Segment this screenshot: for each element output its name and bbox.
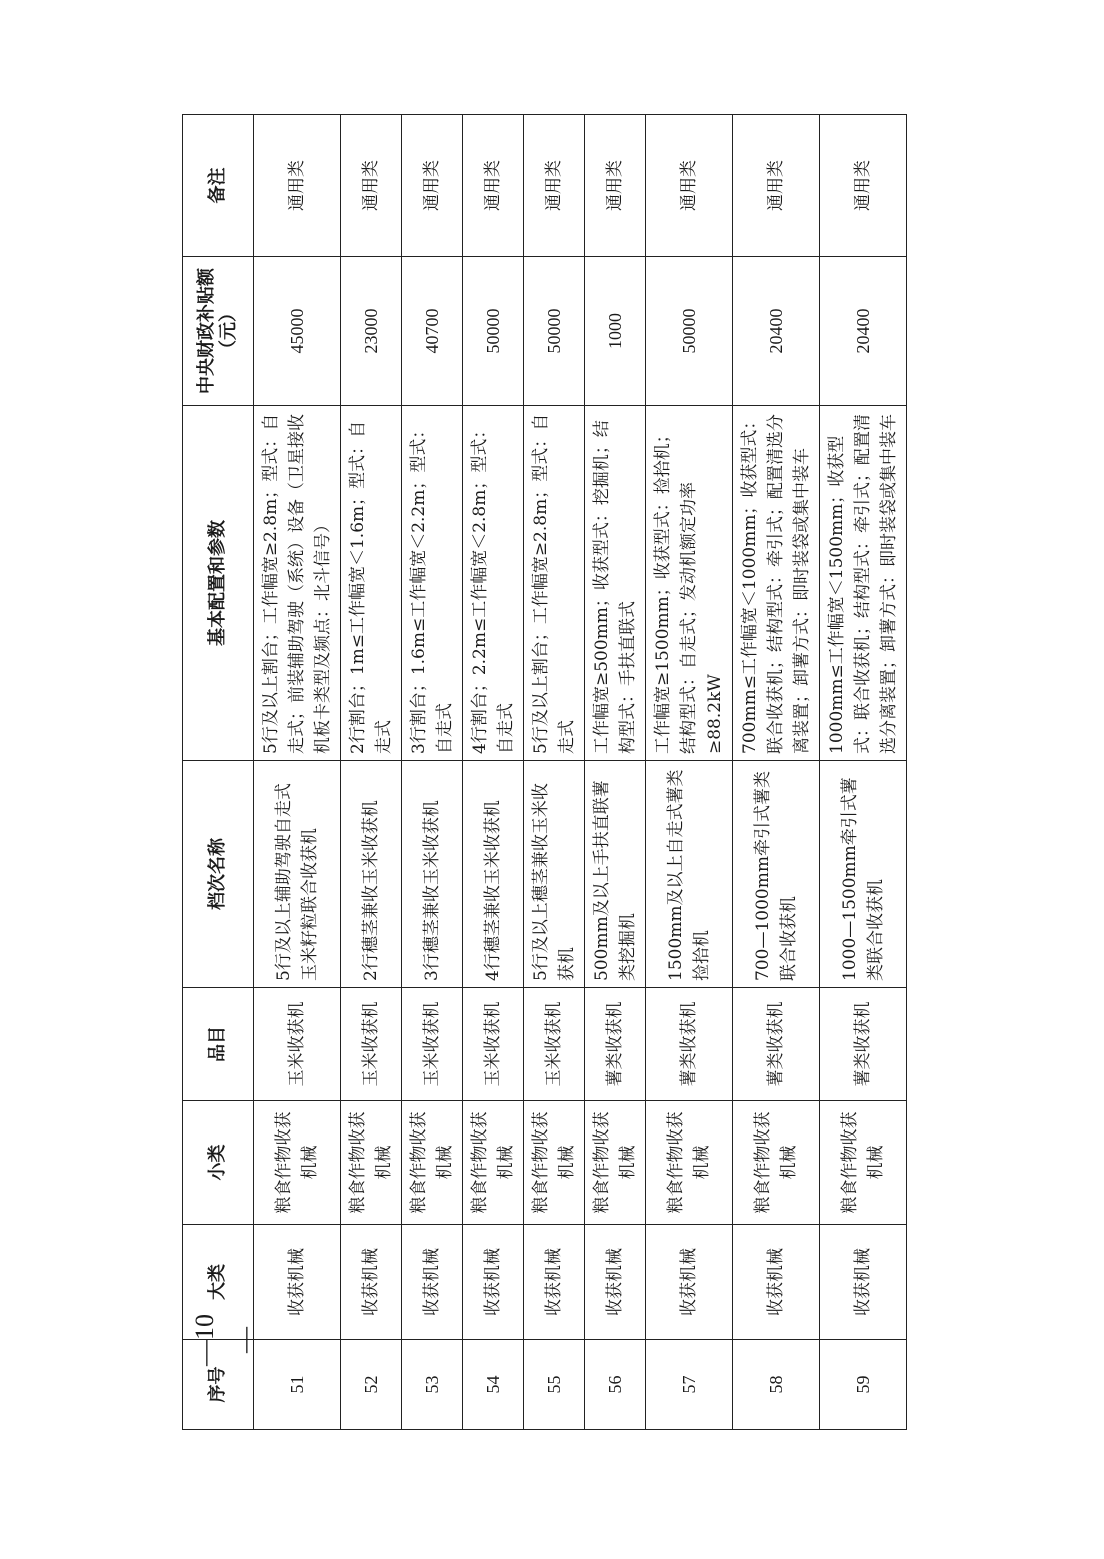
table-row	[585, 115, 646, 1430]
cell-params: 1000mm≤工作幅宽＜1500mm；收获型式：联合收获机；结构型式：牵引式；配置清选分离装置；卸薯方式：即时装袋或集中装车	[820, 406, 907, 761]
cell-major: 收获机械	[341, 1225, 402, 1340]
cell-note: 通用类	[402, 115, 463, 257]
cell-item: 玉米收获机	[402, 988, 463, 1101]
cell-grade: 1000—1500mm牵引式薯类联合收获机	[820, 761, 907, 988]
cell-item: 薯类收获机	[820, 988, 907, 1101]
cell-major: 收获机械	[524, 1225, 585, 1340]
cell-major: 收获机械	[254, 1225, 341, 1340]
table-row	[646, 115, 733, 1430]
cell-subsidy: 1000	[585, 257, 646, 406]
header-params: 基本配置和参数	[183, 406, 254, 761]
cell-minor: 粮食作物收获机械	[254, 1101, 341, 1225]
cell-grade: 2行穗茎兼收玉米收获机	[341, 761, 402, 988]
header-minor: 小类	[183, 1101, 254, 1225]
cell-params: 工作幅宽≥1500mm；收获型式：捡拾机；结构型式：自走式；发动机额定功率≥88.2kW	[646, 406, 733, 761]
cell-params: 700mm≤工作幅宽＜1000mm；收获型式：联合收获机；结构型式：牵引式；配置清选分离装置；卸薯方式：即时装袋或集中装车	[733, 406, 820, 761]
cell-note: 通用类	[585, 115, 646, 257]
cell-grade: 3行穗茎兼收玉米收获机	[402, 761, 463, 988]
cell-minor: 粮食作物收获机械	[820, 1101, 907, 1225]
cell-no: 58	[733, 1340, 820, 1430]
cell-grade: 700—1000mm牵引式薯类联合收获机	[733, 761, 820, 988]
cell-note: 通用类	[646, 115, 733, 257]
header-major: 大类	[183, 1225, 254, 1340]
cell-params: 3行割台；1.6m≤工作幅宽＜2.2m；型式：自走式	[402, 406, 463, 761]
cell-subsidy: 50000	[646, 257, 733, 406]
cell-no: 51	[254, 1340, 341, 1430]
cell-major: 收获机械	[463, 1225, 524, 1340]
table-row	[402, 115, 463, 1430]
table-row	[820, 115, 907, 1430]
cell-subsidy: 40700	[402, 257, 463, 406]
cell-no: 54	[463, 1340, 524, 1430]
cell-item: 薯类收获机	[733, 988, 820, 1101]
cell-subsidy: 50000	[463, 257, 524, 406]
cell-subsidy: 20400	[733, 257, 820, 406]
cell-grade: 5行及以上辅助驾驶自走式玉米籽粒联合收获机	[254, 761, 341, 988]
cell-note: 通用类	[463, 115, 524, 257]
cell-params: 5行及以上割台；工作幅宽≥2.8m；型式：自走式	[524, 406, 585, 761]
cell-subsidy: 23000	[341, 257, 402, 406]
cell-grade: 1500mm及以上自走式薯类捡拾机	[646, 761, 733, 988]
cell-note: 通用类	[524, 115, 585, 257]
cell-minor: 粮食作物收获机械	[585, 1101, 646, 1225]
cell-major: 收获机械	[733, 1225, 820, 1340]
page-number	[185, 1314, 259, 1370]
table-row	[463, 115, 524, 1430]
cell-no: 55	[524, 1340, 585, 1430]
cell-no: 59	[820, 1340, 907, 1430]
cell-minor: 粮食作物收获机械	[341, 1101, 402, 1225]
page-number-text: —10—	[190, 1314, 259, 1366]
rotated-table-sheet	[182, 115, 899, 1430]
cell-minor: 粮食作物收获机械	[463, 1101, 524, 1225]
cell-grade: 4行穗茎兼收玉米收获机	[463, 761, 524, 988]
header-subsidy: 中央财政补贴额（元）	[183, 257, 254, 406]
cell-params: 2行割台；1m≤工作幅宽＜1.6m；型式：自走式	[341, 406, 402, 761]
cell-note: 通用类	[820, 115, 907, 257]
cell-major: 收获机械	[402, 1225, 463, 1340]
cell-grade: 500mm及以上手扶直联薯类挖掘机	[585, 761, 646, 988]
cell-no: 56	[585, 1340, 646, 1430]
cell-no: 57	[646, 1340, 733, 1430]
cell-params: 4行割台；2.2m≤工作幅宽＜2.8m；型式：自走式	[463, 406, 524, 761]
cell-item: 玉米收获机	[524, 988, 585, 1101]
subsidy-table	[182, 114, 907, 1430]
cell-major: 收获机械	[820, 1225, 907, 1340]
cell-grade: 5行及以上穗茎兼收玉米收获机	[524, 761, 585, 988]
table-row	[733, 115, 820, 1430]
cell-item: 玉米收获机	[254, 988, 341, 1101]
table-header-row	[183, 115, 254, 1430]
cell-no: 52	[341, 1340, 402, 1430]
cell-note: 通用类	[254, 115, 341, 257]
cell-minor: 粮食作物收获机械	[733, 1101, 820, 1225]
header-item: 品目	[183, 988, 254, 1101]
table-row	[341, 115, 402, 1430]
cell-note: 通用类	[733, 115, 820, 257]
cell-subsidy: 50000	[524, 257, 585, 406]
cell-note: 通用类	[341, 115, 402, 257]
cell-no: 53	[402, 1340, 463, 1430]
table-row	[524, 115, 585, 1430]
cell-minor: 粮食作物收获机械	[402, 1101, 463, 1225]
cell-params: 工作幅宽≥500mm；收获型式：挖掘机；结构型式：手扶直联式	[585, 406, 646, 761]
cell-item: 玉米收获机	[341, 988, 402, 1101]
header-note: 备注	[183, 115, 254, 257]
cell-major: 收获机械	[585, 1225, 646, 1340]
cell-item: 玉米收获机	[463, 988, 524, 1101]
header-no: 序号	[183, 1340, 254, 1430]
cell-subsidy: 45000	[254, 257, 341, 406]
table-row	[254, 115, 341, 1430]
cell-minor: 粮食作物收获机械	[646, 1101, 733, 1225]
cell-item: 薯类收获机	[646, 988, 733, 1101]
header-grade: 档次名称	[183, 761, 254, 988]
cell-subsidy: 20400	[820, 257, 907, 406]
cell-item: 薯类收获机	[585, 988, 646, 1101]
cell-params: 5行及以上割台；工作幅宽≥2.8m；型式：自走式；前装辅助驾驶（系统）设备（卫星接收机板卡类型及频点：北斗信号）	[254, 406, 341, 761]
cell-minor: 粮食作物收获机械	[524, 1101, 585, 1225]
cell-major: 收获机械	[646, 1225, 733, 1340]
